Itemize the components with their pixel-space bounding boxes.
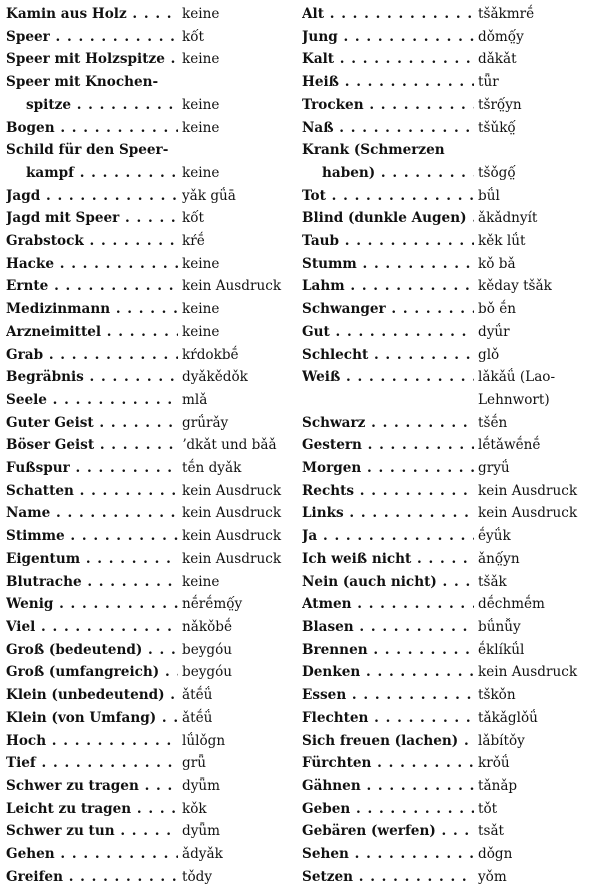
- left-translation: kŕḗ: [182, 233, 205, 250]
- right-term: Schwanger . . .: [302, 298, 474, 321]
- right-translation: lǎbítǒy: [478, 732, 525, 749]
- left-term: Schwer zu tragen . . .: [6, 775, 178, 798]
- left-translation: yǎk gǘā: [182, 187, 236, 204]
- right-translation: ḗyǘk: [478, 528, 511, 545]
- left-translation: keine: [182, 573, 220, 590]
- left-term: Arzneimittel . . .: [6, 321, 178, 344]
- right-translation: ǎkǎdnyít: [478, 210, 538, 227]
- left-term: Speer mit Holzspitze . . .: [6, 48, 178, 71]
- right-translation: dǒgn: [478, 846, 513, 863]
- right-translation: yǒm: [478, 868, 507, 885]
- right-translation: kǒ bǎ: [478, 255, 516, 272]
- left-term: Groß (bedeutend) . . .: [6, 639, 178, 662]
- right-term: Sehen . . .: [302, 843, 474, 866]
- left-term: Jagd . . .: [6, 185, 178, 208]
- left-translation: dyǖm: [182, 823, 221, 840]
- right-translation: krǒǘ: [478, 755, 510, 772]
- left-translation: kein Ausdruck: [182, 482, 282, 499]
- right-translation: tšḗn: [478, 414, 508, 431]
- right-term: Essen . . .: [302, 684, 474, 707]
- right-term: Fürchten . . .: [302, 752, 474, 775]
- right-term: Sich freuen (lachen) . . .: [302, 730, 474, 753]
- right-term: Krank (Schmerzen: [302, 142, 445, 159]
- right-term: Jung . . .: [302, 26, 474, 49]
- left-translation: nḗrḗmố̤y: [182, 596, 243, 613]
- right-translation: tšǎkmrḗ: [478, 6, 535, 22]
- right-translation: tškǒn: [478, 687, 516, 704]
- left-translation: [178, 71, 302, 94]
- right-translation: ḗklíkǘl: [478, 641, 525, 658]
- right-translation: kěk lǘt: [478, 233, 526, 250]
- left-term: Klein (unbedeutend) . . .: [6, 684, 178, 707]
- left-translation: keine: [182, 323, 220, 340]
- left-translation: keine: [182, 164, 220, 181]
- left-term: Blutrache . . .: [6, 571, 178, 594]
- right-term: haben) . . .: [302, 162, 474, 185]
- left-translation: kốt: [182, 210, 205, 227]
- right-translation: lǎkǎǘ (Lao-: [478, 369, 556, 386]
- left-translation: keine: [182, 6, 220, 22]
- right-term: Stumm . . .: [302, 253, 474, 276]
- right-translation: bǒ ḗn: [478, 301, 517, 318]
- right-translation: tǎnǎp: [478, 777, 518, 794]
- left-translation: keine: [182, 96, 220, 113]
- left-term: Speer mit Knochen-: [6, 74, 159, 91]
- left-translation: ǎtḗǘ: [182, 687, 213, 704]
- left-term: Böser Geist . . .: [6, 434, 178, 457]
- right-term: Ja . . .: [302, 525, 474, 548]
- left-term: Grabstock . . .: [6, 230, 178, 253]
- right-translation: ǎnố̤yn: [478, 550, 520, 567]
- right-translation: [474, 139, 600, 162]
- right-translation: tšrố̤yn: [478, 96, 522, 113]
- left-term: kampf . . .: [6, 162, 178, 185]
- right-term: Ich weiß nicht . . .: [302, 548, 474, 571]
- right-translation: kein Ausdruck: [478, 505, 578, 522]
- right-translation: glǒ: [478, 346, 500, 363]
- left-translation: ǎtḗǘ: [182, 709, 213, 726]
- left-translation: dyǎkědǒk: [182, 369, 248, 386]
- right-term: Rechts . . .: [302, 480, 474, 503]
- right-translation: dǎkǎt: [478, 51, 517, 68]
- left-translation: kein Ausdruck: [182, 550, 282, 567]
- left-term: Gehen . . .: [6, 843, 178, 866]
- left-translation: dyǖm: [182, 777, 221, 794]
- right-term: Gut . . .: [302, 321, 474, 344]
- right-translation: kěday tšǎk: [478, 278, 552, 295]
- right-translation: kein Ausdruck: [478, 664, 578, 681]
- left-term: Seele . . .: [6, 389, 178, 412]
- right-term: Alt . . .: [302, 3, 474, 26]
- right-term: Atmen . . .: [302, 593, 474, 616]
- right-translation: tšǔkố̤: [478, 119, 516, 136]
- right-term: Schwarz . . .: [302, 412, 474, 435]
- left-translation: ʼdkǎt und bǎǎ: [182, 437, 277, 454]
- left-term: Bogen . . .: [6, 117, 178, 140]
- right-term: Kalt . . .: [302, 48, 474, 71]
- left-translation: grǘrǎy: [182, 414, 229, 431]
- left-translation: mlǎ: [182, 391, 208, 408]
- right-translation: tšǎk: [478, 573, 507, 590]
- left-translation: keine: [182, 301, 220, 318]
- left-translation: keine: [182, 119, 220, 136]
- right-translation: tšǒgố̤: [478, 164, 516, 181]
- right-term: Lahm . . .: [302, 275, 474, 298]
- right-term: Schlecht . . .: [302, 344, 474, 367]
- left-term: Schild für den Speer-: [6, 142, 169, 159]
- left-term: Fußspur . . .: [6, 457, 178, 480]
- right-term: Blasen . . .: [302, 616, 474, 639]
- left-translation: lǘlǒgn: [182, 732, 226, 749]
- right-term: [302, 389, 474, 412]
- right-term: Weiß . . .: [302, 366, 474, 389]
- left-term: Hacke . . .: [6, 253, 178, 276]
- left-translation: kŕdokbḗ: [182, 346, 239, 363]
- right-term: Naß . . .: [302, 117, 474, 140]
- left-term: spitze . . .: [6, 94, 178, 117]
- right-translation: dḗchmḗm: [478, 596, 545, 613]
- right-translation: tǒt: [478, 800, 498, 817]
- left-term: Stimme . . .: [6, 525, 178, 548]
- left-term: Schwer zu tun . . .: [6, 820, 178, 843]
- left-translation: [178, 139, 302, 162]
- right-term: Gähnen . . .: [302, 775, 474, 798]
- left-term: Tief . . .: [6, 752, 178, 775]
- left-term: Hoch . . .: [6, 730, 178, 753]
- left-translation: tǒdy: [182, 868, 213, 885]
- right-translation: lḗtǎwḗnḗ: [478, 437, 541, 454]
- left-translation: nǎkǒbḗ: [182, 618, 233, 635]
- right-translation: tsǎt: [478, 823, 505, 840]
- right-term: Gebären (werfen) . . .: [302, 820, 474, 843]
- left-term: Grab . . .: [6, 344, 178, 367]
- right-translation: tǖr: [478, 74, 499, 91]
- right-term: Trocken . . .: [302, 94, 474, 117]
- right-term: Heiß . . .: [302, 71, 474, 94]
- left-term: Leicht zu tragen . . .: [6, 798, 178, 821]
- right-term: Geben . . .: [302, 798, 474, 821]
- left-term: Schatten . . .: [6, 480, 178, 503]
- left-term: Wenig . . .: [6, 593, 178, 616]
- left-translation: ǎdyǎk: [182, 846, 223, 863]
- right-term: Taub . . .: [302, 230, 474, 253]
- left-term: Viel . . .: [6, 616, 178, 639]
- left-term: Speer . . .: [6, 26, 178, 49]
- vocabulary-table: [6, 3, 598, 888]
- left-term: Jagd mit Speer . . .: [6, 207, 178, 230]
- left-term: Greifen . . .: [6, 866, 178, 888]
- left-translation: grǖ: [182, 755, 206, 772]
- right-translation: gryǘ: [478, 460, 510, 477]
- left-translation: kein Ausdruck: [182, 278, 282, 295]
- right-term: Flechten . . .: [302, 707, 474, 730]
- left-translation: kein Ausdruck: [182, 505, 282, 522]
- left-translation: keine: [182, 51, 220, 68]
- left-translation: beygóu: [182, 641, 233, 658]
- left-term: Kamin aus Holz . . .: [6, 3, 178, 26]
- right-translation: bǘl: [478, 187, 500, 204]
- left-term: Medizinmann . . .: [6, 298, 178, 321]
- right-term: Morgen . . .: [302, 457, 474, 480]
- right-translation: kein Ausdruck: [478, 482, 578, 499]
- right-translation: dyǘr: [478, 323, 510, 340]
- left-term: Name . . .: [6, 502, 178, 525]
- right-term: Nein (auch nicht) . . .: [302, 571, 474, 594]
- left-term: Begräbnis . . .: [6, 366, 178, 389]
- left-term: Groß (umfangreich) . . .: [6, 661, 178, 684]
- right-translation: tǎkǎglǒǘ: [478, 709, 538, 726]
- right-translation: Lehnwort): [478, 391, 550, 408]
- right-term: Blind (dunkle Augen) . . .: [302, 207, 474, 230]
- right-term: Setzen . . .: [302, 866, 474, 888]
- right-translation: bǘnǚy: [478, 618, 521, 635]
- right-term: Gestern . . .: [302, 434, 474, 457]
- left-term: Ernte . . .: [6, 275, 178, 298]
- right-term: Links . . .: [302, 502, 474, 525]
- left-translation: beygóu: [182, 664, 233, 681]
- left-term: Guter Geist . . .: [6, 412, 178, 435]
- right-translation: dǒmố̤y: [478, 28, 524, 45]
- left-term: Eigentum . . .: [6, 548, 178, 571]
- left-translation: tḗn dyǎk: [182, 460, 242, 477]
- right-term: Brennen . . .: [302, 639, 474, 662]
- right-term: Tot . . .: [302, 185, 474, 208]
- left-translation: keine: [182, 255, 220, 272]
- left-translation: kǒk: [182, 800, 207, 817]
- right-term: Denken . . .: [302, 661, 474, 684]
- left-translation: kein Ausdruck: [182, 528, 282, 545]
- left-term: Klein (von Umfang) . . .: [6, 707, 178, 730]
- left-translation: kốt: [182, 28, 205, 45]
